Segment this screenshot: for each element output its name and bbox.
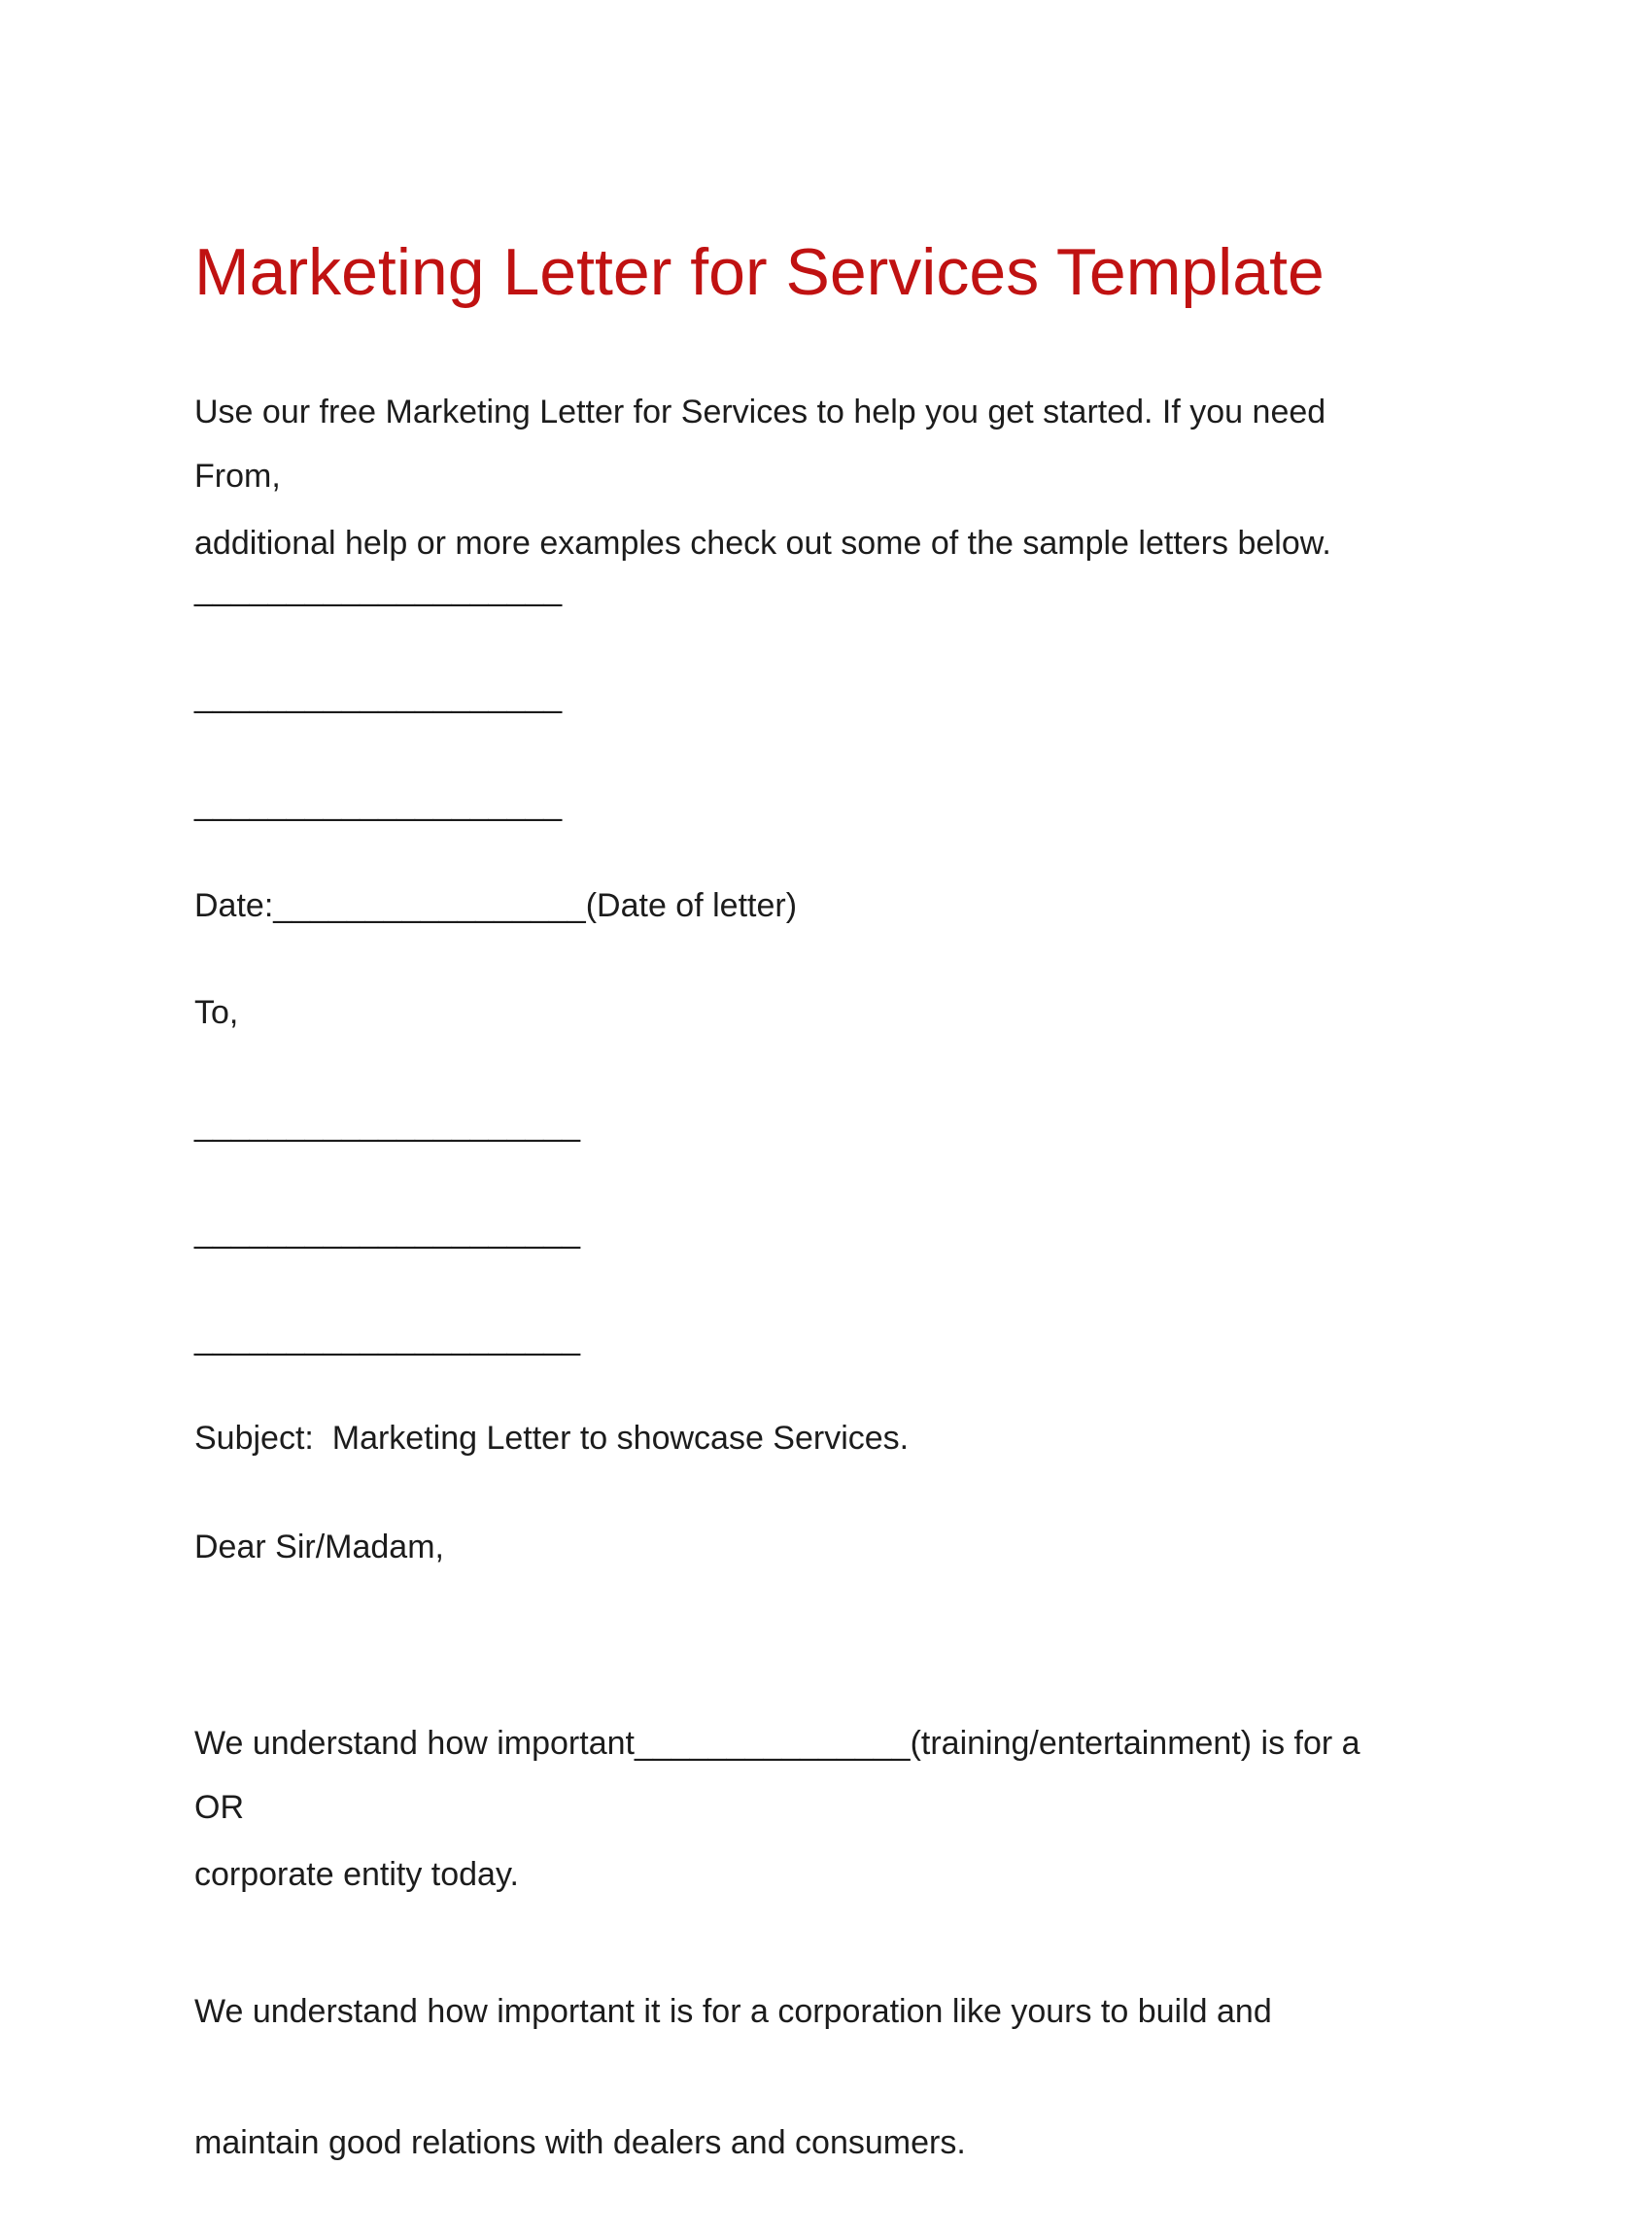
body-option2-line-1: We understand how important it is for a corporation like yours to build and (194, 1993, 1272, 2030)
body-option2-line-2: maintain good relations with dealers and consumers. (194, 2124, 966, 2161)
intro-line-1: Use our free Marketing Letter for Services to help you get started. If you need (194, 394, 1326, 430)
date-line: Date:_________________(Date of letter) (194, 887, 798, 924)
from-blank-line-1: ____________________ (194, 570, 563, 607)
to-label: To, (194, 994, 239, 1031)
or-separator: OR (194, 1789, 244, 1826)
body-paragraph-option2 (194, 1903, 1272, 2235)
to-blank-line-3: _____________________ (194, 1320, 581, 1357)
body-option1-line-1: We understand how important_______________(training/entertainment) is for a (194, 1725, 1360, 1762)
body-option1-line-2: corporate entity today. (194, 1856, 519, 1893)
intro-line-2: additional help or more examples check out some of the sample letters below. (194, 525, 1331, 562)
from-blank-line-3: ____________________ (194, 785, 563, 822)
from-label: From, (194, 458, 281, 495)
to-blank-line-2: _____________________ (194, 1213, 581, 1250)
subject-line: Subject: Marketing Letter to showcase Services. (194, 1420, 910, 1457)
from-blank-line-2: ____________________ (194, 677, 563, 714)
document-title: Marketing Letter for Services Template (194, 234, 1325, 309)
to-blank-line-1: _____________________ (194, 1106, 581, 1143)
salutation: Dear Sir/Madam, (194, 1529, 444, 1565)
